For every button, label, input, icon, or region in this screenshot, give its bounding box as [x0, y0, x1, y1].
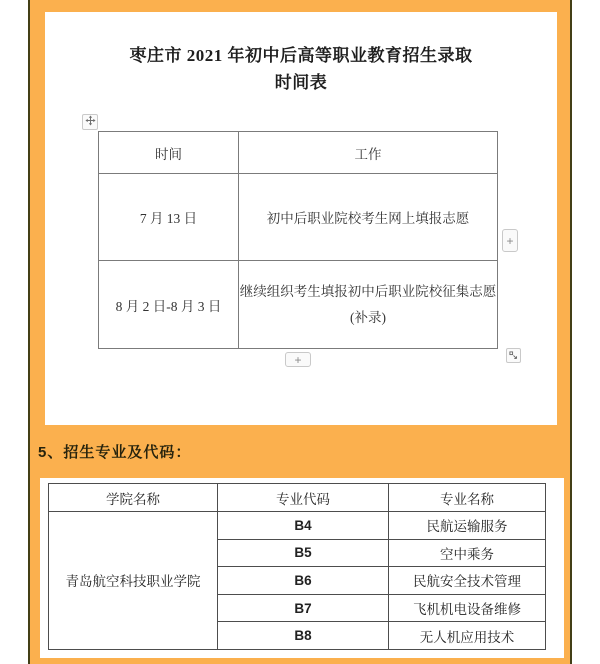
schedule-header-time: 时间	[99, 132, 239, 174]
majors-header-code: 专业代码	[218, 484, 389, 512]
major-name-cell: 民航运输服务	[389, 512, 546, 540]
schedule-work-line1: 继续组织考生填报初中后职业院校征集志愿	[239, 283, 497, 299]
schedule-time-cell: 7 月 13 日	[99, 174, 239, 261]
document-page-2	[40, 478, 564, 658]
major-name-cell: 空中乘务	[389, 539, 546, 567]
majors-header-name: 专业名称	[389, 484, 546, 512]
plus-icon: +	[294, 352, 302, 367]
majors-header-college: 学院名称	[49, 484, 218, 512]
majors-table	[48, 483, 546, 650]
schedule-table	[98, 131, 498, 349]
major-code-cell: B6	[218, 567, 389, 595]
majors-header-row	[49, 484, 546, 512]
page-title-line2: 时间表	[274, 73, 328, 92]
move-icon	[85, 113, 96, 131]
schedule-time-cell: 8 月 2 日-8 月 3 日	[99, 261, 239, 349]
page-title-line1: 枣庄市 2021 年初中后高等职业教育招生录取	[129, 46, 473, 65]
major-code-cell: B5	[218, 539, 389, 567]
major-code-cell: B4	[218, 512, 389, 540]
page-title	[45, 42, 557, 96]
add-row-button[interactable]	[285, 352, 311, 367]
schedule-header-row	[99, 132, 498, 174]
schedule-work-cell: 初中后职业院校考生网上填报志愿	[239, 174, 498, 261]
resize-icon	[509, 347, 518, 365]
schedule-header-work: 工作	[239, 132, 498, 174]
major-code-cell: B8	[218, 622, 389, 650]
schedule-work-line2: (补录)	[350, 309, 386, 325]
major-name-cell: 民航安全技术管理	[389, 567, 546, 595]
plus-icon: +	[506, 233, 514, 248]
insert-row-button[interactable]	[502, 229, 518, 252]
schedule-work-cell	[239, 261, 498, 349]
section-heading: 5、招生专业及代码：	[38, 444, 192, 461]
major-name-cell: 无人机应用技术	[389, 622, 546, 650]
college-name-cell: 青岛航空科技职业学院	[49, 512, 218, 650]
major-code-cell: B7	[218, 594, 389, 622]
table-resize-handle[interactable]	[506, 348, 521, 363]
major-name-cell: 飞机机电设备维修	[389, 594, 546, 622]
table-row	[99, 261, 498, 349]
table-row	[49, 512, 546, 540]
table-move-handle[interactable]	[82, 114, 98, 130]
table-row	[99, 174, 498, 261]
